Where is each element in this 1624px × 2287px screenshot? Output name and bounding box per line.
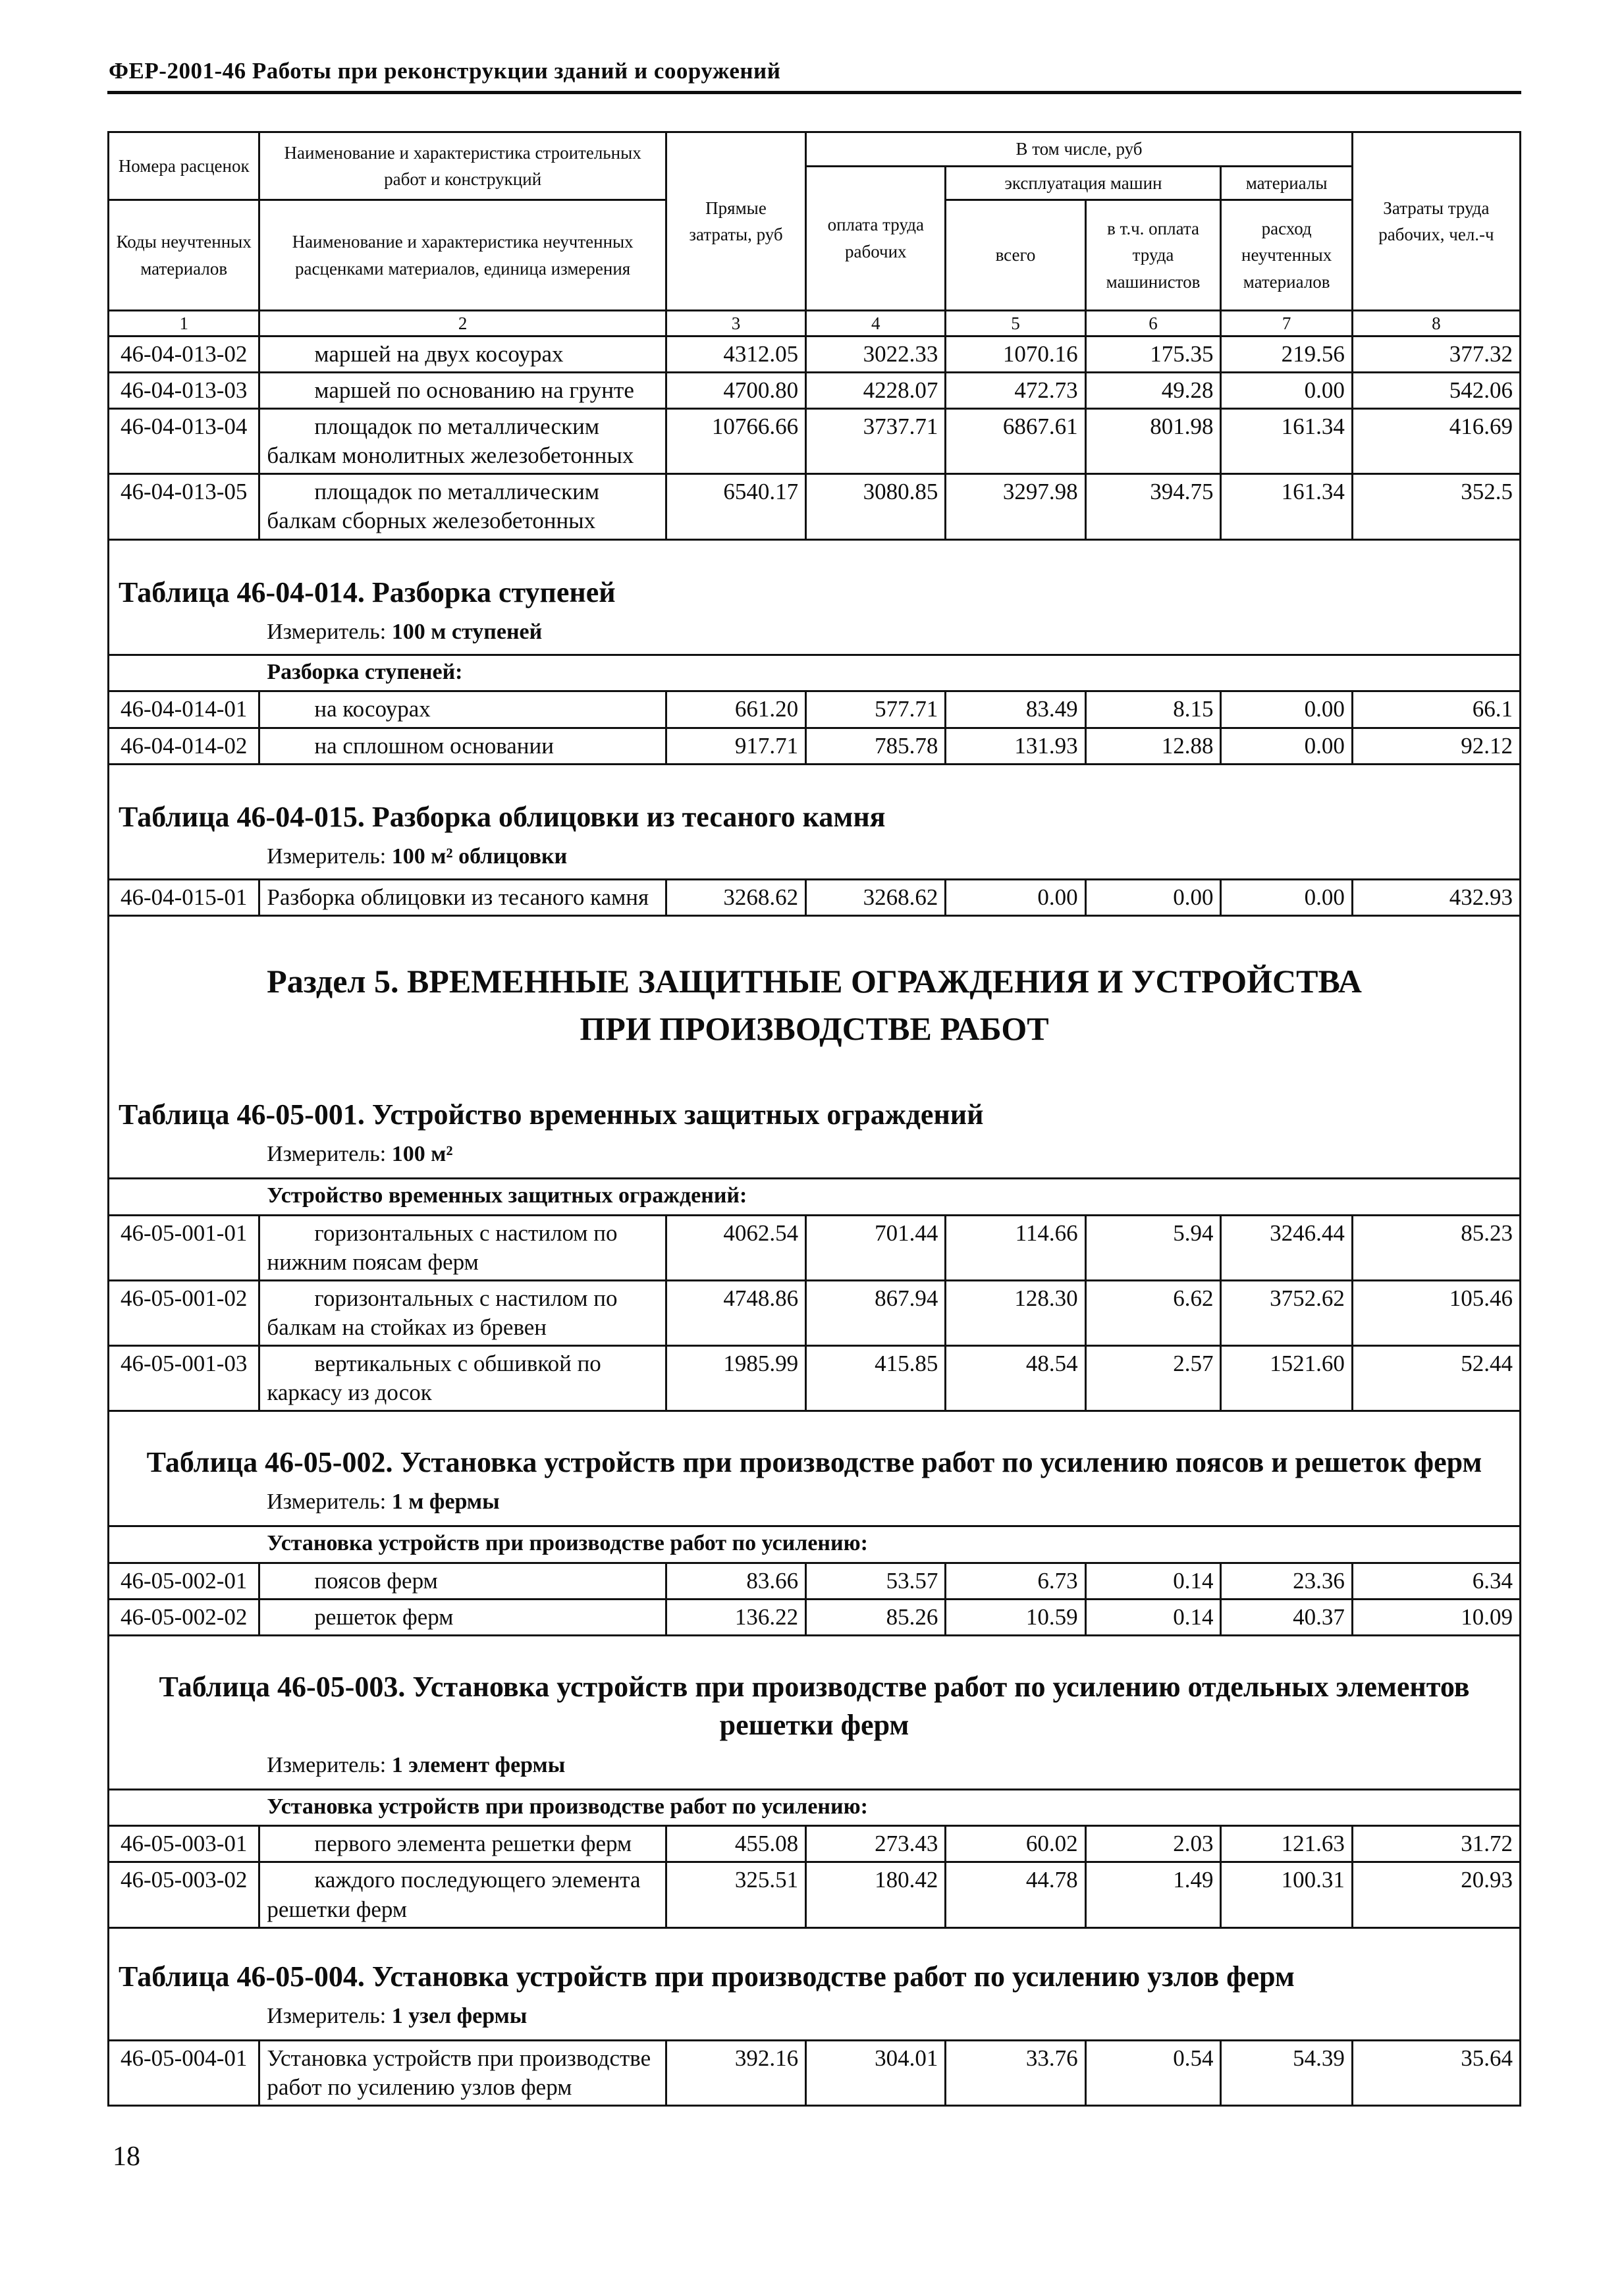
machinists-pay-cell: 8.15 bbox=[1085, 691, 1221, 728]
table-title: Таблица 46-05-001. Устройство временных защитных ограждений bbox=[119, 1098, 984, 1131]
labor-pay-cell: 3268.62 bbox=[806, 879, 946, 915]
section-46-05-002 bbox=[107, 1412, 1521, 1525]
measure-label: Измеритель: bbox=[267, 844, 387, 869]
materials-cell: 121.63 bbox=[1221, 1826, 1352, 1862]
description-cell: первого элемента решетки ферм bbox=[259, 1826, 666, 1862]
labor-hours-cell: 352.5 bbox=[1352, 474, 1520, 539]
labor-pay-cell: 785.78 bbox=[806, 728, 946, 764]
col-header-materials: материалы bbox=[1221, 166, 1352, 200]
section-5-block bbox=[107, 917, 1521, 1177]
machinists-pay-cell: 2.57 bbox=[1085, 1346, 1221, 1411]
table-row bbox=[109, 879, 1521, 915]
machines-total-cell: 48.54 bbox=[946, 1346, 1085, 1411]
table-row bbox=[109, 409, 1521, 474]
col-header-rate-numbers: Номера расценок bbox=[109, 132, 259, 200]
table-title: Таблица 46-04-014. Разборка ступеней bbox=[119, 576, 616, 608]
section-heading-line2: ПРИ ПРОИЗВОДСТВЕ РАБОТ bbox=[580, 1009, 1049, 1047]
group-header-row bbox=[109, 1178, 1521, 1215]
section-46-04-015 bbox=[107, 765, 1521, 878]
measure-line bbox=[109, 844, 1519, 869]
direct-costs-cell: 3268.62 bbox=[666, 879, 805, 915]
column-number: 1 bbox=[109, 311, 259, 336]
col-header-machines: эксплуатация машин bbox=[946, 166, 1221, 200]
machines-total-cell: 44.78 bbox=[946, 1862, 1085, 1927]
labor-pay-cell: 3737.71 bbox=[806, 409, 946, 474]
col-header-machinists-pay: в т.ч. оплата труда машинистов bbox=[1085, 200, 1221, 311]
measure-label: Измеритель: bbox=[267, 2003, 387, 2028]
direct-costs-cell: 455.08 bbox=[666, 1826, 805, 1862]
description-cell: вертикальных с обшивкой по каркасу из досок bbox=[259, 1346, 666, 1411]
group-header-row bbox=[109, 1526, 1521, 1563]
table-row bbox=[109, 1600, 1521, 1636]
description-cell: маршей на двух косоурах bbox=[259, 336, 666, 373]
description-cell: на косоурах bbox=[259, 691, 666, 728]
machines-total-cell: 83.49 bbox=[946, 691, 1085, 728]
materials-cell: 0.00 bbox=[1221, 879, 1352, 915]
machines-total-cell: 0.00 bbox=[946, 879, 1085, 915]
measure-line bbox=[109, 1142, 1519, 1167]
table-row bbox=[109, 1563, 1521, 1600]
rates-table bbox=[107, 1177, 1521, 1412]
measure-value: 100 м² bbox=[391, 1141, 453, 1166]
rates-table bbox=[107, 654, 1521, 765]
direct-costs-cell: 917.71 bbox=[666, 728, 805, 764]
direct-costs-cell: 136.22 bbox=[666, 1600, 805, 1636]
description-cell: площадок по металлическим балкам сборных железобетонных bbox=[259, 474, 666, 539]
direct-costs-cell: 10766.66 bbox=[666, 409, 805, 474]
direct-costs-cell: 325.51 bbox=[666, 1862, 805, 1927]
rate-code-cell: 46-04-013-05 bbox=[109, 474, 259, 539]
description-cell: маршей по основанию на грунте bbox=[259, 373, 666, 409]
machines-total-cell: 131.93 bbox=[946, 728, 1085, 764]
labor-pay-cell: 867.94 bbox=[806, 1280, 946, 1345]
column-number: 4 bbox=[806, 311, 946, 336]
labor-pay-cell: 273.43 bbox=[806, 1826, 946, 1862]
machinists-pay-cell: 0.54 bbox=[1085, 2040, 1221, 2105]
table-row bbox=[109, 1215, 1521, 1280]
col-header-material-codes: Коды неучтенных материалов bbox=[109, 200, 259, 311]
rates-table bbox=[107, 1789, 1521, 1929]
measure-value: 100 м² облицовки bbox=[391, 844, 568, 869]
rate-code-cell: 46-05-004-01 bbox=[109, 2040, 259, 2105]
direct-costs-cell: 1985.99 bbox=[666, 1346, 805, 1411]
rates-table bbox=[107, 878, 1521, 917]
labor-hours-cell: 35.64 bbox=[1352, 2040, 1520, 2105]
machines-total-cell: 114.66 bbox=[946, 1215, 1085, 1280]
labor-pay-cell: 4228.07 bbox=[806, 373, 946, 409]
measure-label: Измеритель: bbox=[267, 1752, 387, 1777]
labor-pay-cell: 53.57 bbox=[806, 1563, 946, 1600]
labor-pay-cell: 3022.33 bbox=[806, 336, 946, 373]
direct-costs-cell: 83.66 bbox=[666, 1563, 805, 1600]
column-numbers-row bbox=[109, 311, 1521, 336]
measure-value: 1 м фермы bbox=[391, 1490, 500, 1515]
description-cell: горизонтальных с настилом по балкам на стойках из бревен bbox=[259, 1280, 666, 1345]
rate-code-cell: 46-05-002-02 bbox=[109, 1600, 259, 1636]
rate-code-cell: 46-05-003-02 bbox=[109, 1862, 259, 1927]
table-row bbox=[109, 373, 1521, 409]
machines-total-cell: 6.73 bbox=[946, 1563, 1085, 1600]
section-46-04-014 bbox=[107, 541, 1521, 654]
materials-cell: 3246.44 bbox=[1221, 1215, 1352, 1280]
machinists-pay-cell: 0.14 bbox=[1085, 1600, 1221, 1636]
section-46-05-003 bbox=[107, 1636, 1521, 1788]
labor-pay-cell: 180.42 bbox=[806, 1862, 946, 1927]
labor-hours-cell: 6.34 bbox=[1352, 1563, 1520, 1600]
rate-code-cell: 46-04-014-01 bbox=[109, 691, 259, 728]
col-header-direct-costs: Прямые затраты, руб bbox=[666, 132, 805, 311]
document-frame bbox=[107, 131, 1521, 2107]
rate-code-cell: 46-05-001-02 bbox=[109, 1280, 259, 1345]
machines-total-cell: 10.59 bbox=[946, 1600, 1085, 1636]
table-row bbox=[109, 728, 1521, 764]
page-header-title: ФЕР-2001-46 Работы при реконструкции зданий и сооружений bbox=[107, 58, 1521, 94]
machines-total-cell: 1070.16 bbox=[946, 336, 1085, 373]
labor-hours-cell: 542.06 bbox=[1352, 373, 1520, 409]
column-number: 5 bbox=[946, 311, 1085, 336]
materials-cell: 54.39 bbox=[1221, 2040, 1352, 2105]
table-title: Таблица 46-05-002. Установка устройств при производстве работ по усилению поясов и решеток ферм bbox=[146, 1446, 1482, 1479]
measure-line bbox=[109, 1490, 1519, 1515]
materials-cell: 0.00 bbox=[1221, 373, 1352, 409]
direct-costs-cell: 661.20 bbox=[666, 691, 805, 728]
table-title: Таблица 46-05-004. Установка устройств при производстве работ по усилению узлов ферм bbox=[119, 1960, 1295, 1993]
description-cell: Разборка облицовки из тесаного камня bbox=[259, 879, 666, 915]
labor-hours-cell: 66.1 bbox=[1352, 691, 1520, 728]
materials-cell: 161.34 bbox=[1221, 474, 1352, 539]
measure-value: 1 элемент фермы bbox=[391, 1752, 566, 1777]
rate-code-cell: 46-05-001-03 bbox=[109, 1346, 259, 1411]
col-header-including: В том числе, руб bbox=[806, 132, 1353, 167]
table-row bbox=[109, 336, 1521, 373]
materials-cell: 3752.62 bbox=[1221, 1280, 1352, 1345]
materials-cell: 1521.60 bbox=[1221, 1346, 1352, 1411]
description-cell: горизонтальных с настилом по нижним поясам ферм bbox=[259, 1215, 666, 1280]
labor-hours-cell: 20.93 bbox=[1352, 1862, 1520, 1927]
labor-hours-cell: 85.23 bbox=[1352, 1215, 1520, 1280]
materials-cell: 161.34 bbox=[1221, 409, 1352, 474]
description-cell: каждого последующего элемента решетки ферм bbox=[259, 1862, 666, 1927]
section-heading bbox=[109, 957, 1519, 1052]
direct-costs-cell: 4312.05 bbox=[666, 336, 805, 373]
machinists-pay-cell: 801.98 bbox=[1085, 409, 1221, 474]
labor-hours-cell: 31.72 bbox=[1352, 1826, 1520, 1862]
rate-code-cell: 46-04-013-02 bbox=[109, 336, 259, 373]
col-header-machines-total: всего bbox=[946, 200, 1085, 311]
description-cell: решеток ферм bbox=[259, 1600, 666, 1636]
rate-code-cell: 46-04-013-04 bbox=[109, 409, 259, 474]
materials-cell: 100.31 bbox=[1221, 1862, 1352, 1927]
rate-code-cell: 46-05-003-01 bbox=[109, 1826, 259, 1862]
labor-hours-cell: 416.69 bbox=[1352, 409, 1520, 474]
rate-code-cell: 46-04-013-03 bbox=[109, 373, 259, 409]
col-header-materials-consumption: расход неучтенных материалов bbox=[1221, 200, 1352, 311]
labor-hours-cell: 377.32 bbox=[1352, 336, 1520, 373]
table-title: Таблица 46-05-003. Установка устройств при производстве работ по усилению отдельных элементов решетки ферм bbox=[159, 1671, 1470, 1742]
labor-hours-cell: 105.46 bbox=[1352, 1280, 1520, 1345]
machines-total-cell: 6867.61 bbox=[946, 409, 1085, 474]
page-number: 18 bbox=[113, 2141, 140, 2172]
description-cell: Установка устройств при производстве работ по усилению узлов ферм bbox=[259, 2040, 666, 2105]
rate-code-cell: 46-05-001-01 bbox=[109, 1215, 259, 1280]
labor-hours-cell: 92.12 bbox=[1352, 728, 1520, 764]
group-title: Установка устройств при производстве работ по усилению: bbox=[109, 1789, 1521, 1826]
rates-table bbox=[107, 1525, 1521, 1636]
measure-line bbox=[109, 2004, 1519, 2029]
measure-value: 100 м ступеней bbox=[391, 619, 543, 644]
col-header-labor-costs: Затраты труда рабочих, чел.-ч bbox=[1352, 132, 1520, 311]
table-row bbox=[109, 1346, 1521, 1411]
table-row bbox=[109, 2040, 1521, 2105]
labor-pay-cell: 304.01 bbox=[806, 2040, 946, 2105]
labor-pay-cell: 577.71 bbox=[806, 691, 946, 728]
machines-total-cell: 3297.98 bbox=[946, 474, 1085, 539]
description-cell: на сплошном основании bbox=[259, 728, 666, 764]
rate-code-cell: 46-04-014-02 bbox=[109, 728, 259, 764]
machines-total-cell: 33.76 bbox=[946, 2040, 1085, 2105]
group-header-row bbox=[109, 655, 1521, 691]
measure-label: Измеритель: bbox=[267, 619, 387, 644]
machinists-pay-cell: 5.94 bbox=[1085, 1215, 1221, 1280]
column-number: 6 bbox=[1085, 311, 1221, 336]
measure-line bbox=[109, 1753, 1519, 1778]
header-row-1 bbox=[109, 132, 1521, 167]
measure-value: 1 узел фермы bbox=[391, 2003, 528, 2028]
col-header-work-name: Наименование и характеристика строительных работ и конструкций bbox=[259, 132, 666, 200]
machines-total-cell: 128.30 bbox=[946, 1280, 1085, 1345]
labor-hours-cell: 52.44 bbox=[1352, 1346, 1520, 1411]
group-title: Разборка ступеней: bbox=[109, 655, 1521, 691]
main-table bbox=[107, 131, 1521, 541]
machinists-pay-cell: 0.14 bbox=[1085, 1563, 1221, 1600]
measure-line bbox=[109, 620, 1519, 645]
table-row bbox=[109, 1280, 1521, 1345]
col-header-material-name: Наименование и характеристика неучтенных расценками материалов, единица измерения bbox=[259, 200, 666, 311]
materials-cell: 23.36 bbox=[1221, 1563, 1352, 1600]
group-header-row bbox=[109, 1789, 1521, 1826]
machinists-pay-cell: 175.35 bbox=[1085, 336, 1221, 373]
section-heading-line1: Раздел 5. ВРЕМЕННЫЕ ЗАЩИТНЫЕ ОГРАЖДЕНИЯ И УСТРОЙСТВА bbox=[267, 962, 1362, 1000]
materials-cell: 0.00 bbox=[1221, 691, 1352, 728]
table-row bbox=[109, 691, 1521, 728]
machinists-pay-cell: 394.75 bbox=[1085, 474, 1221, 539]
rate-code-cell: 46-05-002-01 bbox=[109, 1563, 259, 1600]
labor-pay-cell: 415.85 bbox=[806, 1346, 946, 1411]
column-number: 7 bbox=[1221, 311, 1352, 336]
labor-hours-cell: 432.93 bbox=[1352, 879, 1520, 915]
direct-costs-cell: 6540.17 bbox=[666, 474, 805, 539]
direct-costs-cell: 4748.86 bbox=[666, 1280, 805, 1345]
direct-costs-cell: 4062.54 bbox=[666, 1215, 805, 1280]
direct-costs-cell: 4700.80 bbox=[666, 373, 805, 409]
group-title: Устройство временных защитных ограждений: bbox=[109, 1178, 1521, 1215]
table-row bbox=[109, 474, 1521, 539]
column-number: 3 bbox=[666, 311, 805, 336]
materials-cell: 40.37 bbox=[1221, 1600, 1352, 1636]
column-number: 8 bbox=[1352, 311, 1520, 336]
machinists-pay-cell: 12.88 bbox=[1085, 728, 1221, 764]
machinists-pay-cell: 1.49 bbox=[1085, 1862, 1221, 1927]
section-46-05-004 bbox=[107, 1929, 1521, 2039]
measure-label: Измеритель: bbox=[267, 1141, 387, 1166]
materials-cell: 219.56 bbox=[1221, 336, 1352, 373]
column-number: 2 bbox=[259, 311, 666, 336]
materials-cell: 0.00 bbox=[1221, 728, 1352, 764]
labor-pay-cell: 3080.85 bbox=[806, 474, 946, 539]
machinists-pay-cell: 49.28 bbox=[1085, 373, 1221, 409]
machinists-pay-cell: 2.03 bbox=[1085, 1826, 1221, 1862]
rate-code-cell: 46-04-015-01 bbox=[109, 879, 259, 915]
machines-total-cell: 60.02 bbox=[946, 1826, 1085, 1862]
labor-hours-cell: 10.09 bbox=[1352, 1600, 1520, 1636]
machines-total-cell: 472.73 bbox=[946, 373, 1085, 409]
table-row bbox=[109, 1862, 1521, 1927]
col-header-workers-pay: оплата труда рабочих bbox=[806, 166, 946, 311]
machinists-pay-cell: 0.00 bbox=[1085, 879, 1221, 915]
direct-costs-cell: 392.16 bbox=[666, 2040, 805, 2105]
table-title: Таблица 46-04-015. Разборка облицовки из тесаного камня bbox=[119, 800, 886, 833]
measure-label: Измеритель: bbox=[267, 1490, 387, 1515]
description-cell: площадок по металлическим балкам монолитных железобетонных bbox=[259, 409, 666, 474]
table-row bbox=[109, 1826, 1521, 1862]
group-title: Установка устройств при производстве работ по усилению: bbox=[109, 1526, 1521, 1563]
description-cell: поясов ферм bbox=[259, 1563, 666, 1600]
machinists-pay-cell: 6.62 bbox=[1085, 1280, 1221, 1345]
labor-pay-cell: 85.26 bbox=[806, 1600, 946, 1636]
rates-table bbox=[107, 2039, 1521, 2107]
labor-pay-cell: 701.44 bbox=[806, 1215, 946, 1280]
